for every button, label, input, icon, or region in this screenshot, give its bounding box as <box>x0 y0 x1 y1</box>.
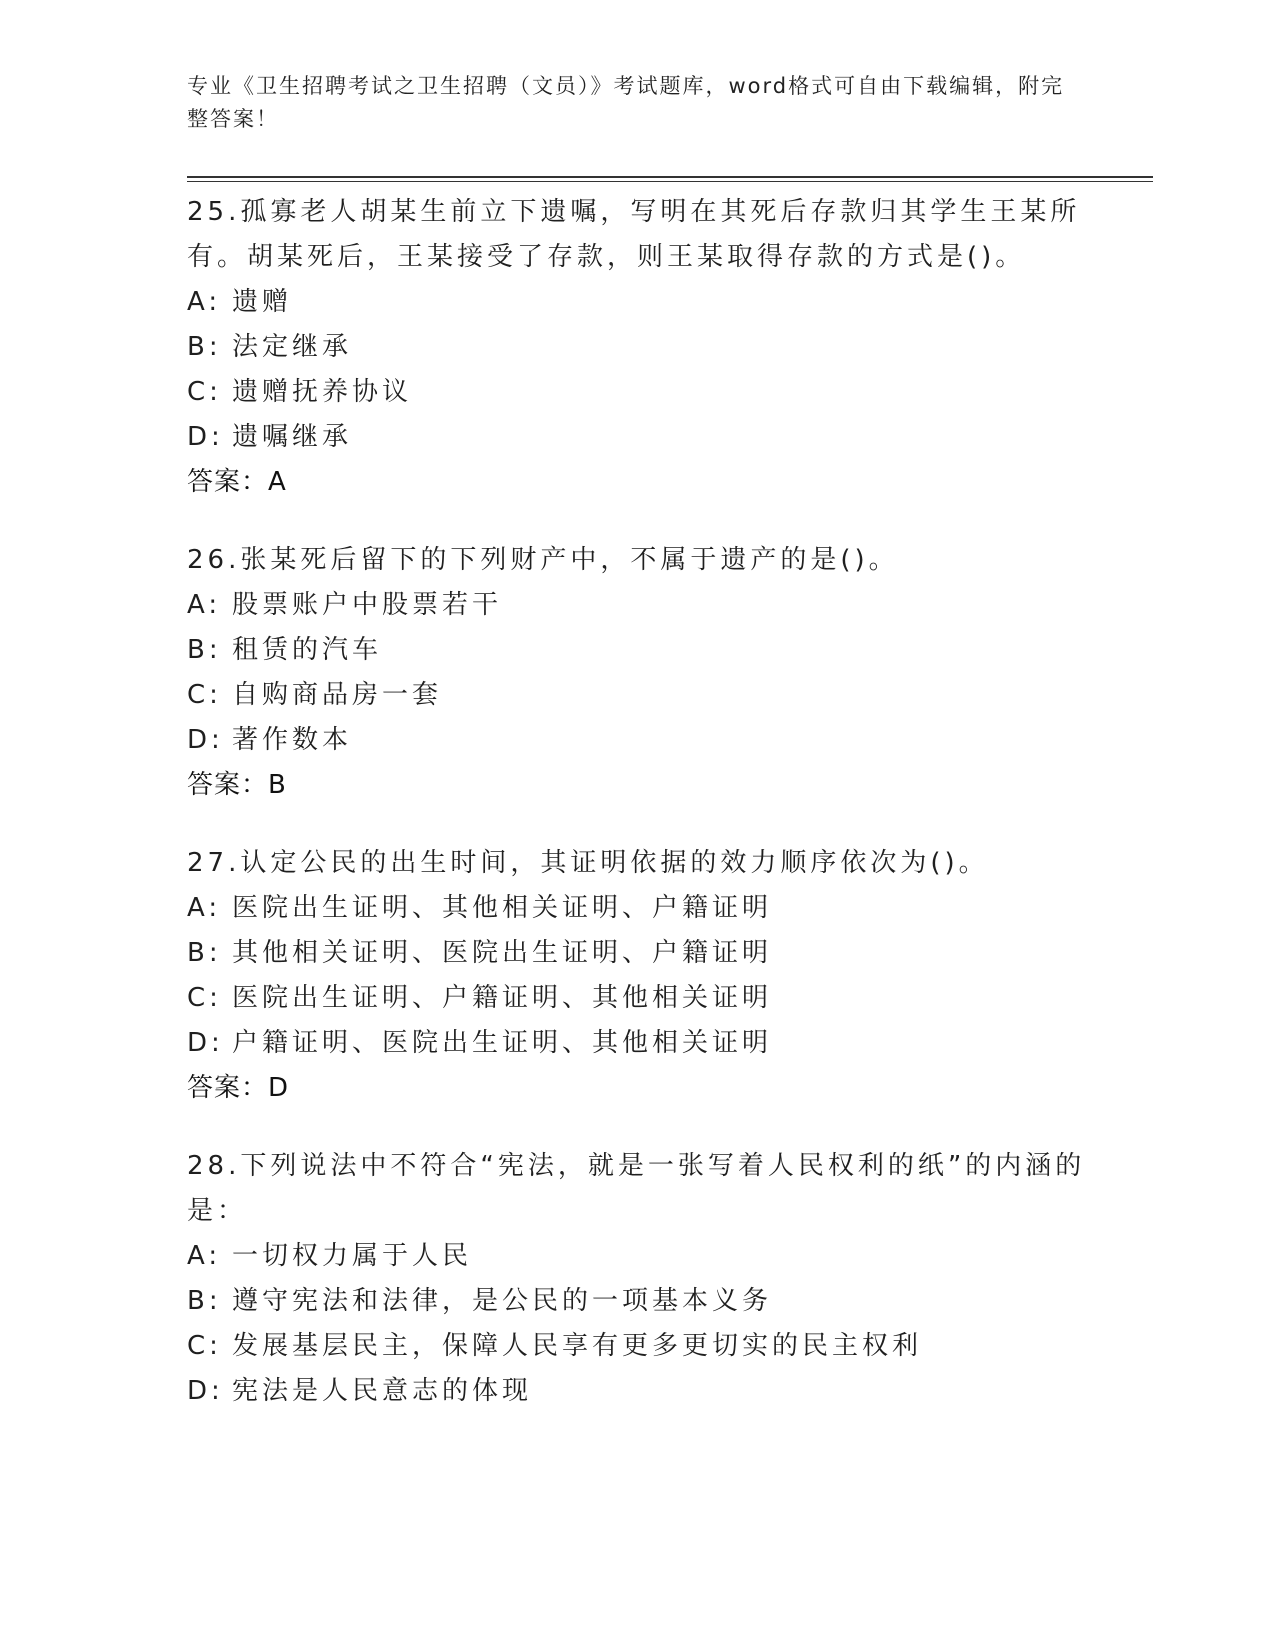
question-stem: 25.孤寡老人胡某生前立下遗嘱，写明在其死后存款归其学生王某所有。胡某死后，王某接受了存款，则王某取得存款的方式是()。 <box>187 197 1081 272</box>
document-header: 专业《卫生招聘考试之卫生招聘（文员）》考试题库，word格式可自由下载编辑，附完整答案！ <box>187 74 1065 131</box>
option-text: 遗赠抚养协议 <box>232 377 413 407</box>
option-letter: C: <box>187 377 222 407</box>
option-a <box>187 280 1087 325</box>
option-b <box>187 931 1087 976</box>
option-letter: D: <box>187 1028 224 1058</box>
option-letter: D: <box>187 1376 224 1406</box>
option-text: 宪法是人民意志的体现 <box>232 1376 533 1406</box>
option-a <box>187 583 1087 628</box>
option-d <box>187 1021 1087 1066</box>
question-26 <box>187 538 1087 808</box>
option-letter: D: <box>187 422 224 452</box>
answer-line: 答案：D <box>187 1073 290 1103</box>
option-b <box>187 325 1087 370</box>
question-stem: 28.下列说法中不符合“宪法，就是一张写着人民权利的纸”的内涵的是： <box>187 1151 1086 1226</box>
option-letter: A: <box>187 590 222 620</box>
option-letter: A: <box>187 1241 222 1271</box>
option-text: 法定继承 <box>232 332 353 362</box>
option-text: 医院出生证明、其他相关证明、户籍证明 <box>232 893 773 923</box>
option-letter: B: <box>187 332 222 362</box>
header-divider-thin <box>187 181 1153 182</box>
option-b <box>187 1279 1087 1324</box>
option-c <box>187 673 1087 718</box>
option-text: 遗赠 <box>232 287 293 317</box>
option-text: 遗嘱继承 <box>232 422 353 452</box>
option-a <box>187 886 1087 931</box>
option-letter: C: <box>187 1331 222 1361</box>
option-d <box>187 1369 1087 1414</box>
option-c <box>187 1324 1087 1369</box>
option-text: 户籍证明、医院出生证明、其他相关证明 <box>232 1028 773 1058</box>
question-28 <box>187 1144 1087 1414</box>
question-27 <box>187 841 1087 1111</box>
option-letter: B: <box>187 635 222 665</box>
option-d <box>187 718 1087 763</box>
question-list <box>187 190 1087 1447</box>
header-divider-thick <box>187 176 1153 178</box>
option-text: 遵守宪法和法律，是公民的一项基本义务 <box>232 1286 773 1316</box>
option-letter: A: <box>187 893 222 923</box>
option-letter: A: <box>187 287 222 317</box>
option-text: 股票账户中股票若干 <box>232 590 503 620</box>
option-letter: D: <box>187 725 224 755</box>
option-text: 其他相关证明、医院出生证明、户籍证明 <box>232 938 773 968</box>
option-c <box>187 370 1087 415</box>
option-text: 一切权力属于人民 <box>232 1241 473 1271</box>
option-text: 著作数本 <box>232 725 353 755</box>
answer-line: 答案：B <box>187 770 287 800</box>
option-text: 医院出生证明、户籍证明、其他相关证明 <box>232 983 773 1013</box>
option-text: 自购商品房一套 <box>232 680 443 710</box>
option-c <box>187 976 1087 1021</box>
option-letter: C: <box>187 680 222 710</box>
answer-line: 答案：A <box>187 467 287 497</box>
option-letter: C: <box>187 983 222 1013</box>
option-text: 租赁的汽车 <box>232 635 383 665</box>
question-stem: 27.认定公民的出生时间，其证明依据的效力顺序依次为()。 <box>187 848 989 878</box>
option-a <box>187 1234 1087 1279</box>
option-text: 发展基层民主，保障人民享有更多更切实的民主权利 <box>232 1331 923 1361</box>
option-letter: B: <box>187 1286 222 1316</box>
question-25 <box>187 190 1087 505</box>
question-stem: 26.张某死后留下的下列财产中，不属于遗产的是()。 <box>187 545 899 575</box>
option-letter: B: <box>187 938 222 968</box>
option-d <box>187 415 1087 460</box>
option-b <box>187 628 1087 673</box>
